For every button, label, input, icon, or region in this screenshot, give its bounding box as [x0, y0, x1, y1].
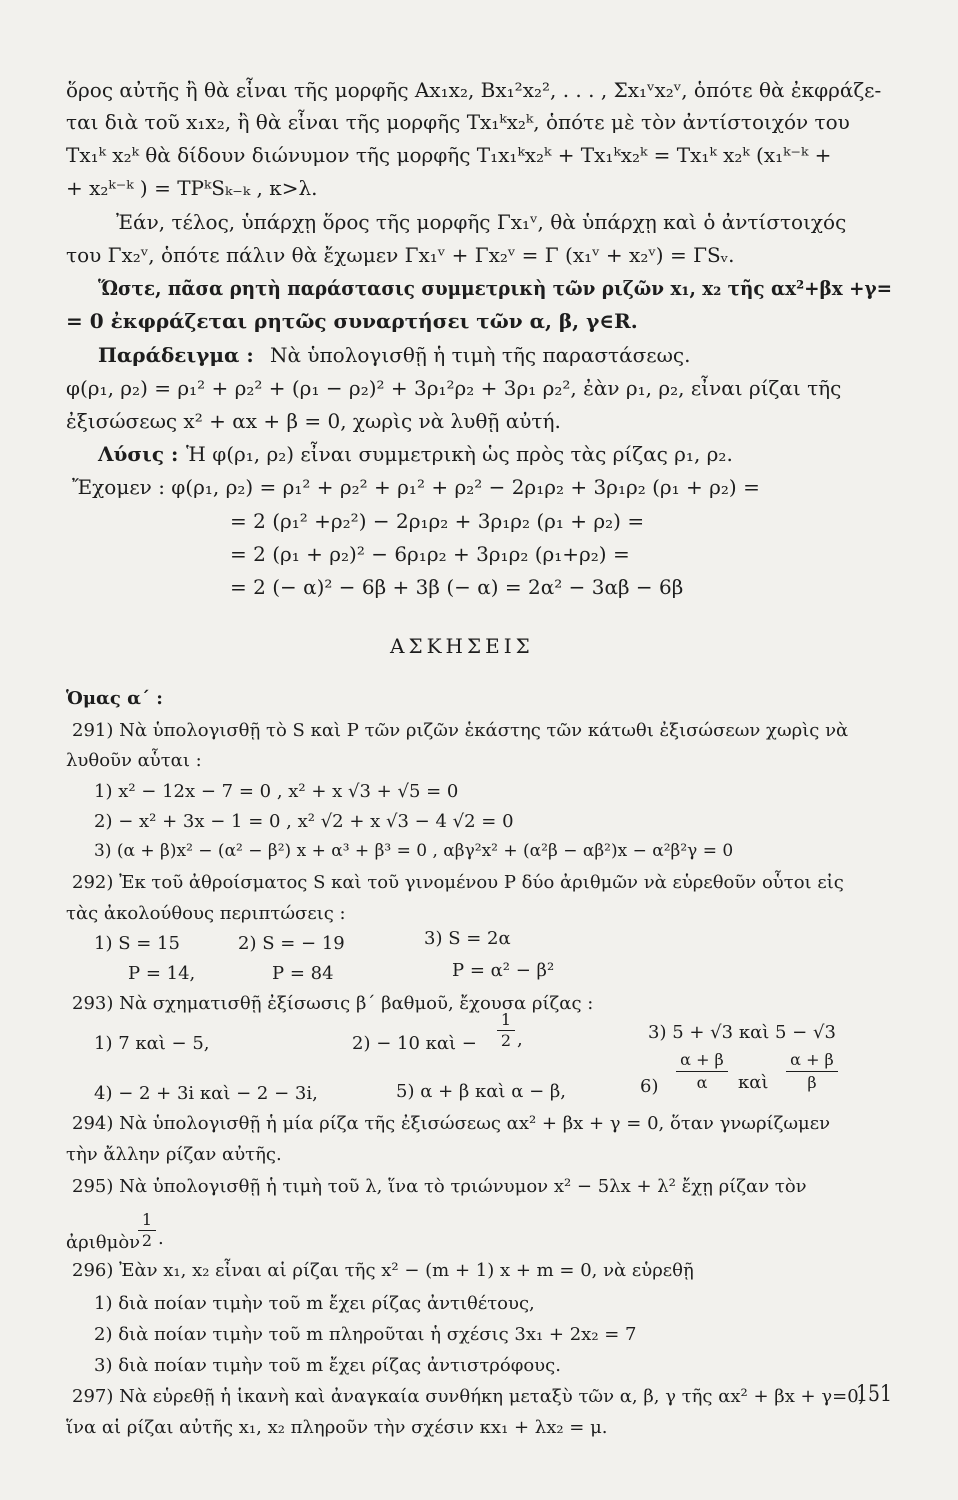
exercises-heading: ΑΣΚΗΣΕΙΣ	[390, 634, 534, 658]
exercise-291: 291) Νὰ ὑπολογισθῇ τὸ S καὶ P τῶν ριζῶν ἑκάστης τῶν κάτωθι ἐξισώσεων χωρὶς νὰ	[72, 720, 849, 741]
root-pair-3: 3) 5 + √3 καὶ 5 − √3	[648, 1022, 836, 1043]
theorem-line: = 0 ἐκφράζεται ρητῶς συναρτήσει τῶν α, β, γ∈R.	[66, 309, 638, 333]
equation-line: 1) x² − 12x − 7 = 0 , x² + x √3 + √5 = 0	[94, 781, 459, 802]
subquestion-3: 3) διὰ ποίαν τιμὴν τοῦ m ἔχει ρίζας ἀντιστρόφους.	[94, 1355, 561, 1376]
case-3-sum: 3) S = 2α	[424, 928, 511, 949]
root-pair-1: 1) 7 καὶ − 5,	[94, 1033, 210, 1054]
text-line: + x₂ᵏ⁻ᵏ ) = TPᵏSₖ₋ₖ , κ>λ.	[66, 176, 318, 200]
text-line: Νὰ ὑπολογισθῇ ἡ τιμὴ τῆς παραστάσεως.	[270, 343, 691, 367]
fraction-a-plus-b-over-b	[786, 1052, 838, 1091]
formula-line: Ἔχομεν : φ(ρ₁, ρ₂) = ρ₁² + ρ₂² + ρ₁² + ρ₂² − 2ρ₁ρ₂ + 3ρ₁ρ₂ (ρ₁ + ρ₂) =	[72, 475, 760, 499]
example-label: Παράδειγμα :	[98, 343, 254, 367]
formula-line: φ(ρ₁, ρ₂) = ρ₁² + ρ₂² + (ρ₁ − ρ₂)² + 3ρ₁²ρ₂ + 3ρ₁ ρ₂², ἐὰν ρ₁, ρ₂, εἶναι ρίζαι τῆς	[66, 376, 842, 400]
exercise-297: 297) Νὰ εὑρεθῇ ἡ ἱκανὴ καὶ ἀναγκαία συνθήκη μεταξὺ τῶν α, β, γ τῆς αx² + βx + γ=0,	[72, 1386, 865, 1407]
fraction-denominator: β	[786, 1071, 838, 1091]
case-2-product: P = 84	[272, 963, 334, 984]
case-1-sum: 1) S = 15	[94, 933, 180, 954]
page-number: 151	[856, 1382, 892, 1407]
fraction-numerator: α + β	[790, 1050, 834, 1069]
case-3-product: P = α² − β²	[452, 960, 555, 981]
fraction-denominator: 2	[138, 1230, 156, 1249]
subquestion-1: 1) διὰ ποίαν τιμὴν τοῦ m ἔχει ρίζας ἀντιθέτους,	[94, 1293, 535, 1314]
exercise-294: 294) Νὰ ὑπολογισθῇ ἡ μία ρίζα τῆς ἐξισώσεως αx² + βx + γ = 0, ὅταν γνωρίζωμεν	[72, 1113, 831, 1134]
text-line: λυθοῦν αὗται :	[66, 750, 202, 771]
fraction-denominator: α	[676, 1071, 728, 1091]
solution-label: Λύσις :	[98, 442, 179, 466]
text-line: Ἐάν, τέλος, ὑπάρχῃ ὅρος τῆς μορφῆς Γx₁ᵛ, θὰ ὑπάρχῃ καὶ ὁ ἀντίστοιχός	[116, 210, 847, 234]
formula-line: = 2 (ρ₁² +ρ₂²) − 2ρ₁ρ₂ + 3ρ₁ρ₂ (ρ₁ + ρ₂) =	[230, 509, 645, 533]
text-line: Tx₁ᵏ x₂ᵏ θὰ δίδουν διώνυμον τῆς μορφῆς T₁x₁ᵏx₂ᵏ + Tx₁ᵏx₂ᵏ = Tx₁ᵏ x₂ᵏ (x₁ᵏ⁻ᵏ +	[66, 143, 832, 167]
and-word: καὶ	[738, 1072, 769, 1093]
equation-line: 2) − x² + 3x − 1 = 0 , x² √2 + x √3 − 4 √2 = 0	[94, 811, 514, 832]
comma: ,	[517, 1029, 523, 1050]
exercise-292: 292) Ἐκ τοῦ ἀθροίσματος S καὶ τοῦ γινομένου P δύο ἀριθμῶν νὰ εὑρεθοῦν οὗτοι εἰς	[72, 872, 844, 893]
root-pair-2: 2) − 10 καὶ −	[352, 1033, 477, 1054]
exercise-296: 296) Ἐὰν x₁, x₂ εἶναι αἱ ρίζαι τῆς x² − (m + 1) x + m = 0, νὰ εὑρεθῇ	[72, 1260, 694, 1281]
root-pair-5: 5) α + β καὶ α − β,	[396, 1081, 566, 1102]
subquestion-2: 2) διὰ ποίαν τιμὴν τοῦ m πληροῦται ἡ σχέσις 3x₁ + 2x₂ = 7	[94, 1324, 637, 1345]
case-2-sum: 2) S = − 19	[238, 933, 345, 954]
theorem-line: Ὥστε, πᾶσα ρητὴ παράστασις συμμετρικὴ τῶν ριζῶν x₁, x₂ τῆς αx²+βx +γ=	[98, 276, 893, 300]
text-line: τὰς ἀκολούθους περιπτώσεις :	[66, 903, 346, 924]
fraction-numerator: 1	[500, 1010, 512, 1029]
fraction-numerator: 1	[141, 1210, 153, 1229]
text-line: ἐξισώσεως x² + αx + β = 0, χωρὶς νὰ λυθῇ αὐτή.	[66, 409, 561, 433]
exercise-295: 295) Νὰ ὑπολογισθῇ ἡ τιμὴ τοῦ λ, ἵνα τὸ τριώνυμον x² − 5λx + λ² ἔχῃ ρίζαν τὸν	[72, 1176, 807, 1197]
root-pair-6-label: 6)	[640, 1076, 659, 1097]
text-line: ὅρος αὐτῆς ἢ θὰ εἶναι τῆς μορφῆς Ax₁x₂, Bx₁²x₂², . . . , Σx₁ᵛx₂ᵛ, ὁπότε θὰ ἐκφράζε-	[66, 78, 882, 102]
text-line: τὴν ἄλλην ρίζαν αὐτῆς.	[66, 1144, 282, 1165]
formula-line: = 2 (− α)² − 6β + 3β (− α) = 2α² − 3αβ − 6β	[230, 575, 684, 599]
fraction-a-plus-b-over-a	[676, 1052, 728, 1091]
text-line: ται διὰ τοῦ x₁x₂, ἢ θὰ εἶναι τῆς μορφῆς Tx₁ᵏx₂ᵏ, ὁπότε μὲ τὸν ἀντίστοιχόν του	[66, 110, 850, 134]
text-line: ἵνα αἱ ρίζαι αὐτῆς x₁, x₂ πληροῦν τὴν σχέσιν κx₁ + λx₂ = μ.	[66, 1417, 608, 1438]
fraction-one-half	[138, 1212, 156, 1249]
text-line: του Γx₂ᵛ, ὁπότε πάλιν θὰ ἔχωμεν Γx₁ᵛ + Γx₂ᵛ = Γ (x₁ᵛ + x₂ᵛ) = ΓSᵥ.	[66, 243, 735, 267]
equation-line: 3) (α + β)x² − (α² − β²) x + α³ + β³ = 0 , αβγ²x² + (α²β − αβ²)x − α²β²γ = 0	[94, 841, 734, 861]
root-pair-4: 4) − 2 + 3i καὶ − 2 − 3i,	[94, 1083, 318, 1104]
text-line: Ἡ φ(ρ₁, ρ₂) εἶναι συμμετρικὴ ὡς πρὸς τὰς ρίζας ρ₁, ρ₂.	[186, 442, 733, 466]
fraction-numerator: α + β	[680, 1050, 724, 1069]
group-label: Ὁμας α΄ :	[66, 688, 163, 709]
formula-line: = 2 (ρ₁ + ρ₂)² − 6ρ₁ρ₂ + 3ρ₁ρ₂ (ρ₁+ρ₂) =	[230, 542, 630, 566]
period: .	[158, 1228, 164, 1249]
case-1-product: P = 14,	[128, 963, 196, 984]
text-line: ἀριθμὸν	[66, 1232, 141, 1253]
fraction-one-half	[497, 1012, 515, 1049]
exercise-293: 293) Νὰ σχηματισθῇ ἐξίσωσις β΄ βαθμοῦ, ἔχουσα ρίζας :	[72, 993, 594, 1014]
fraction-denominator: 2	[497, 1030, 515, 1049]
